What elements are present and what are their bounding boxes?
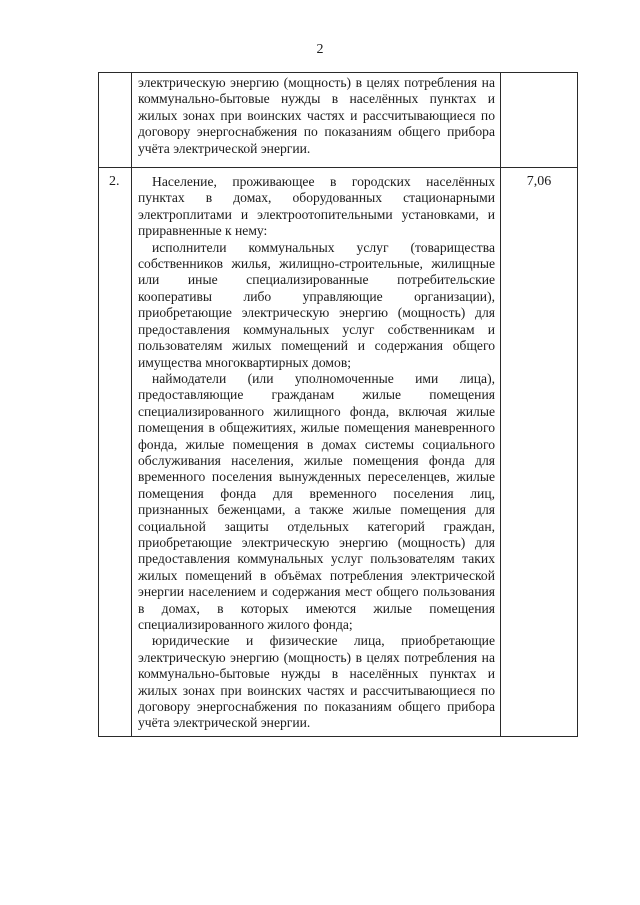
row-value: 7,06 xyxy=(526,174,552,190)
description-paragraph: наймодатели (или уполномоченные ими лица), предоставляющие гражданам жилые помещения специализированного жилищного фонда, включая жилые помещения в общежитиях, жилые помещения маневренного фонда, жилые помещения в домах системы социального обслуживания населения, жилые помещения фонда для временного поселения вынужденных переселенцев, жилые помещения фонда для временного поселения лиц, признанных беженцами, а также жилые помещения для социальной защиты отдельных категорий граждан, приобретающие электрическую энергию (мощность) для предоставления коммунальных услуг пользователям таких жилых помещений в объёмах потребления электрической энергии населением и содержания мест общего пользования в домах, в которых имеются жилые помещения специализированного жилого фонда; xyxy=(138,370,495,632)
row-number-cell xyxy=(99,168,132,737)
description-paragraph: юридические и физические лица, приобретающие электрическую энергию (мощность) в целях потребления на коммунально-бытовые нужды в населённых пунктах и жилых зонах при воинских частях и рассчитывающиеся по договору энергоснабжения по показаниям общего прибора учёта электрической энергии. xyxy=(138,633,495,731)
row-value xyxy=(501,73,577,79)
row-number-cell xyxy=(99,73,132,168)
row-description-cell xyxy=(132,73,501,168)
row-value-cell xyxy=(501,73,578,168)
description-paragraph: исполнители коммунальных услуг (товарищества собственников жилья, жилищно-строительные, жилищные или иные специализированные потребительские кооперативы либо управляющие организации), приобретающие электрическую энергию (мощность) для предоставления коммунальных услуг собственникам и пользователям жилых помещений и содержания общего имущества многоквартирных домов; xyxy=(138,239,495,370)
table-row xyxy=(99,168,578,737)
row-value-cell xyxy=(501,168,578,737)
table-row xyxy=(99,73,578,168)
tariff-table xyxy=(98,72,578,737)
description-paragraph: Население, проживающее в городских населённых пунктах в домах, оборудованных стационарными электроплитами и электроотопительными установками, и приравненные к нему: xyxy=(138,174,495,239)
description-paragraph: электрическую энергию (мощность) в целях потребления на коммунально-бытовые нужды в населённых пунктах и жилых зонах при воинских частях и рассчитывающиеся по договору энергоснабжения по показаниям общего прибора учёта электрической энергии. xyxy=(138,75,495,156)
row-number: 2. xyxy=(109,174,120,190)
row-number xyxy=(99,73,131,79)
page-number: 2 xyxy=(316,42,324,57)
row-description-cell xyxy=(132,168,501,737)
